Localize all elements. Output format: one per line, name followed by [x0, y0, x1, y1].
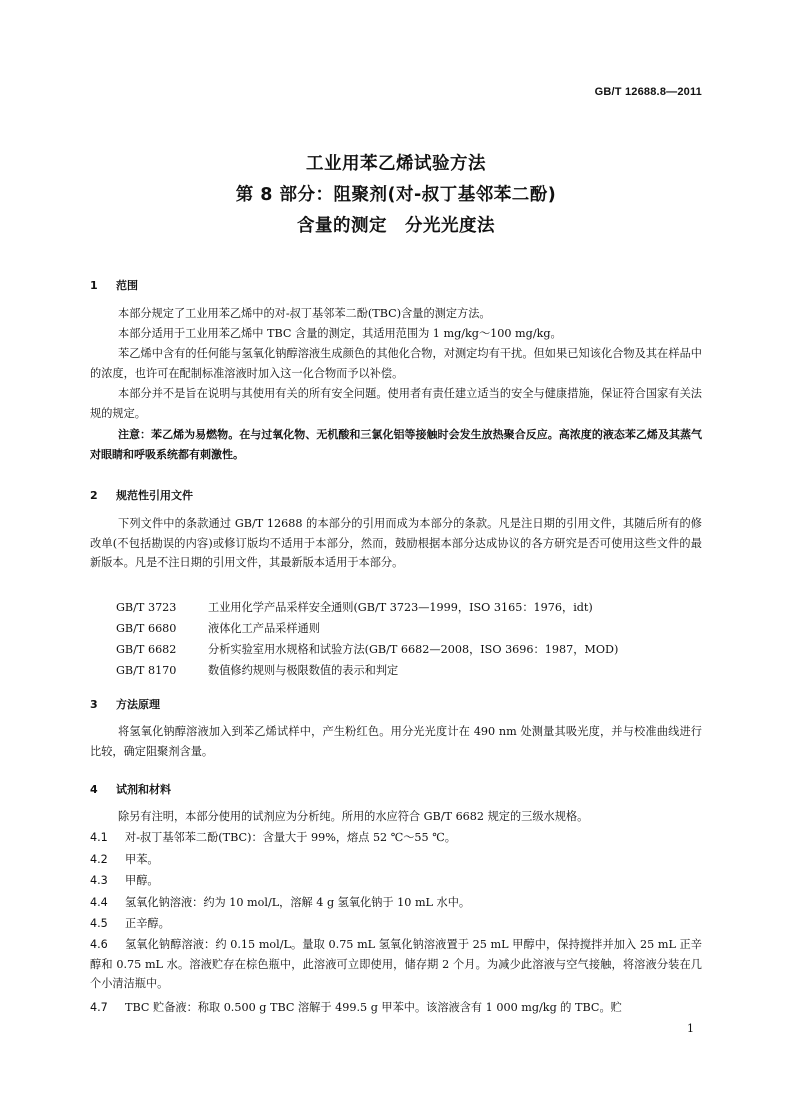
item-text: 对-叔丁基邻苯二酚(TBC)：含量大于 99%，熔点 52 ℃～55 ℃。	[125, 831, 456, 844]
page-number: 1	[687, 1022, 694, 1035]
section-1-paragraph-1: 本部分规定了工业用苯乙烯中的对-叔丁基邻苯二酚(TBC)含量的测定方法。	[118, 307, 491, 320]
item-number: 4.7	[90, 1001, 108, 1014]
item-number: 4.1	[90, 831, 108, 844]
item-text: TBC 贮备液：称取 0.500 g TBC 溶解于 499.5 g 甲苯中。该溶液含有 1 000 mg/kg 的 TBC。贮	[125, 1001, 622, 1014]
reagent-item	[90, 998, 702, 1018]
title-line-3: 含量的测定 分光光度法	[297, 216, 495, 236]
section-2-paragraph-1: 下列文件中的条款通过 GB/T 12688 的本部分的引用而成为本部分的条款。凡是注日期的引用文件，其随后所有的修改单(不包括勘误的内容)或修订版均不适用于本部分，然而，鼓励根据本部分达成协议的各方研究是否可使用这些文件的最新版本。凡是不注日期的引用文件，其最新版本适用于本部分。	[90, 517, 702, 569]
section-2-heading	[90, 487, 193, 503]
reagent-item	[90, 935, 702, 994]
item-text: 正辛醇。	[125, 917, 170, 930]
item-text: 甲苯。	[125, 853, 159, 866]
item-number: 4.6	[90, 938, 108, 951]
section-number: 4	[90, 783, 98, 796]
normative-reference	[116, 620, 320, 636]
title-line-1: 工业用苯乙烯试验方法	[306, 154, 486, 174]
section-title: 规范性引用文件	[116, 489, 193, 502]
section-number: 1	[90, 279, 98, 292]
reference-code: GB/T 6680	[116, 622, 177, 635]
safety-warning: 注意：苯乙烯为易燃物。在与过氧化物、无机酸和三氯化铝等接触时会发生放热聚合反应。高浓度的液态苯乙烯及其蒸气对眼睛和呼吸系统都有刺激性。	[90, 428, 702, 461]
item-text: 氢氧化钠溶液：约为 10 mol/L，溶解 4 g 氢氧化钠于 10 mL 水中。	[125, 896, 471, 909]
title-line-2: 第 8 部分：阻聚剂(对-叔丁基邻苯二酚)	[235, 185, 557, 205]
item-number: 4.2	[90, 853, 108, 866]
section-number: 2	[90, 489, 98, 502]
reagent-item	[90, 850, 702, 870]
item-text: 甲醇。	[125, 874, 159, 887]
section-1-paragraph-2: 本部分适用于工业用苯乙烯中 TBC 含量的测定，其适用范围为 1 mg/kg～100 mg/kg。	[118, 327, 562, 340]
reagent-item	[90, 914, 702, 934]
item-text: 氢氧化钠醇溶液：约 0.15 mol/L。量取 0.75 mL 氢氧化钠溶液置于 25 mL 甲醇中，保持搅拌并加入 25 mL 正辛醇和 0.75 mL 水。溶液贮存在棕色瓶中，此溶液可立即使用，储存期 2 个月。为减少此溶液与空气接触，将溶液分装在几个小清洁瓶中。	[90, 938, 702, 990]
item-number: 4.3	[90, 874, 108, 887]
reagent-item	[90, 871, 702, 891]
section-3-heading	[90, 696, 160, 712]
section-1-heading	[90, 277, 138, 293]
section-4-heading	[90, 781, 171, 797]
reference-code: GB/T 3723	[116, 601, 177, 614]
section-3-paragraph-1: 将氢氧化钠醇溶液加入到苯乙烯试样中，产生粉红色。用分光光度计在 490 nm 处测量其吸光度，并与校准曲线进行比较，确定阻聚剂含量。	[90, 725, 702, 758]
section-1-paragraph-3: 苯乙烯中含有的任何能与氢氧化钠醇溶液生成颜色的其他化合物，对测定均有干扰。但如果已知该化合物及其在样品中的浓度，也许可在配制标准溶液时加入这一化合物而予以补偿。	[90, 347, 702, 380]
reference-title: 工业用化学产品采样安全通则(GB/T 3723—1999，ISO 3165：1976，idt)	[208, 601, 593, 614]
section-number: 3	[90, 698, 98, 711]
reference-title: 分析实验室用水规格和试验方法(GB/T 6682—2008，ISO 3696：1987，MOD)	[208, 643, 619, 656]
section-title: 范围	[116, 279, 138, 292]
standard-number: GB/T 12688.8—2011	[594, 86, 702, 98]
reference-code: GB/T 6682	[116, 643, 177, 656]
reference-title: 数值修约规则与极限数值的表示和判定	[208, 664, 399, 677]
section-4-paragraph-1: 除另有注明，本部分使用的试剂应为分析纯。所用的水应符合 GB/T 6682 规定的三级水规格。	[118, 810, 589, 823]
reference-title: 液体化工产品采样通则	[208, 622, 320, 635]
reference-code: GB/T 8170	[116, 664, 177, 677]
item-number: 4.5	[90, 917, 108, 930]
reagent-item	[90, 893, 702, 913]
section-1-paragraph-4: 本部分并不是旨在说明与其使用有关的所有安全问题。使用者有责任建立适当的安全与健康措施，保证符合国家有关法规的规定。	[90, 387, 702, 420]
normative-reference	[116, 662, 398, 678]
normative-reference	[116, 599, 593, 615]
section-title: 方法原理	[116, 698, 160, 711]
reagent-item	[90, 828, 702, 848]
section-title: 试剂和材料	[116, 783, 171, 796]
item-number: 4.4	[90, 896, 108, 909]
normative-reference	[116, 641, 618, 657]
